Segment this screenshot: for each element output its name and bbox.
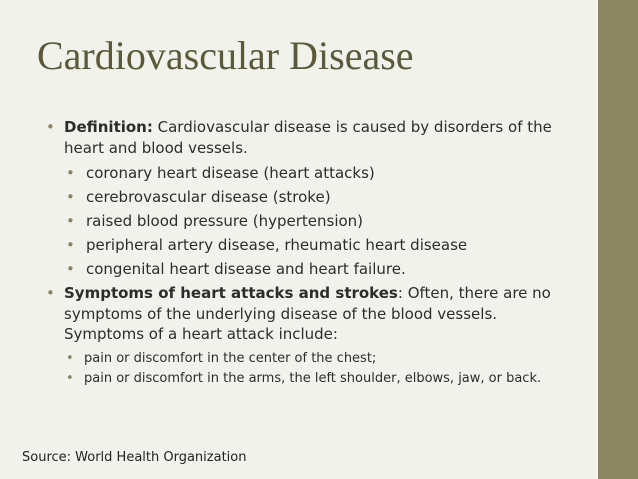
bullet-lead: Symptoms of heart attacks and strokes: [64, 284, 398, 302]
sub-bullet-text: cerebrovascular disease (stroke): [86, 188, 331, 206]
bullet-dot-icon: •: [66, 212, 75, 230]
sub-bullet: [66, 350, 556, 368]
bullet-dot-icon: •: [66, 164, 75, 182]
bullet-dot-icon: •: [66, 236, 75, 254]
sub-bullet-text: peripheral artery disease, rheumatic heart disease: [86, 236, 468, 254]
bullet-dot-icon: •: [66, 260, 75, 278]
sub-bullet-text: pain or discomfort in the arms, the left shoulder, elbows, jaw, or back.: [84, 371, 542, 386]
accent-side-bar: [598, 0, 638, 479]
bullet-dot-icon: •: [46, 284, 55, 302]
sub-bullet-text: raised blood pressure (hypertension): [86, 212, 364, 230]
bullet-text: : Often, there are no symptoms of the underlying disease of the blood vessels. Symptoms of a heart attack include:: [64, 284, 551, 343]
bullet-lead: Definition:: [64, 118, 153, 136]
bullet-dot-icon: •: [66, 188, 75, 206]
sub-bullet: [66, 163, 556, 183]
bullet-dot-icon: •: [66, 350, 74, 366]
sub-bullet-text: congenital heart disease and heart failure.: [86, 260, 406, 278]
sub-bullet-text: coronary heart disease (heart attacks): [86, 164, 375, 182]
sub-bullet: [66, 235, 556, 255]
slide-content: [46, 117, 556, 391]
bullet-dot-icon: •: [66, 371, 74, 386]
sub-bullet: [66, 259, 556, 279]
slide-title: Cardiovascular Disease: [37, 33, 414, 78]
sub-bullet: [66, 211, 556, 231]
bullet-text: Cardiovascular disease is caused by disorders of the heart and blood vessels.: [64, 118, 552, 157]
bullet-definition: [46, 117, 556, 158]
bullet-dot-icon: •: [46, 118, 55, 136]
source-note: Source: World Health Organization: [22, 450, 247, 465]
sub-bullet-text: pain or discomfort in the center of the chest;: [84, 350, 377, 366]
sub-bullet: [66, 187, 556, 207]
sub-bullet: [66, 370, 556, 388]
bullet-symptoms: [46, 283, 556, 345]
